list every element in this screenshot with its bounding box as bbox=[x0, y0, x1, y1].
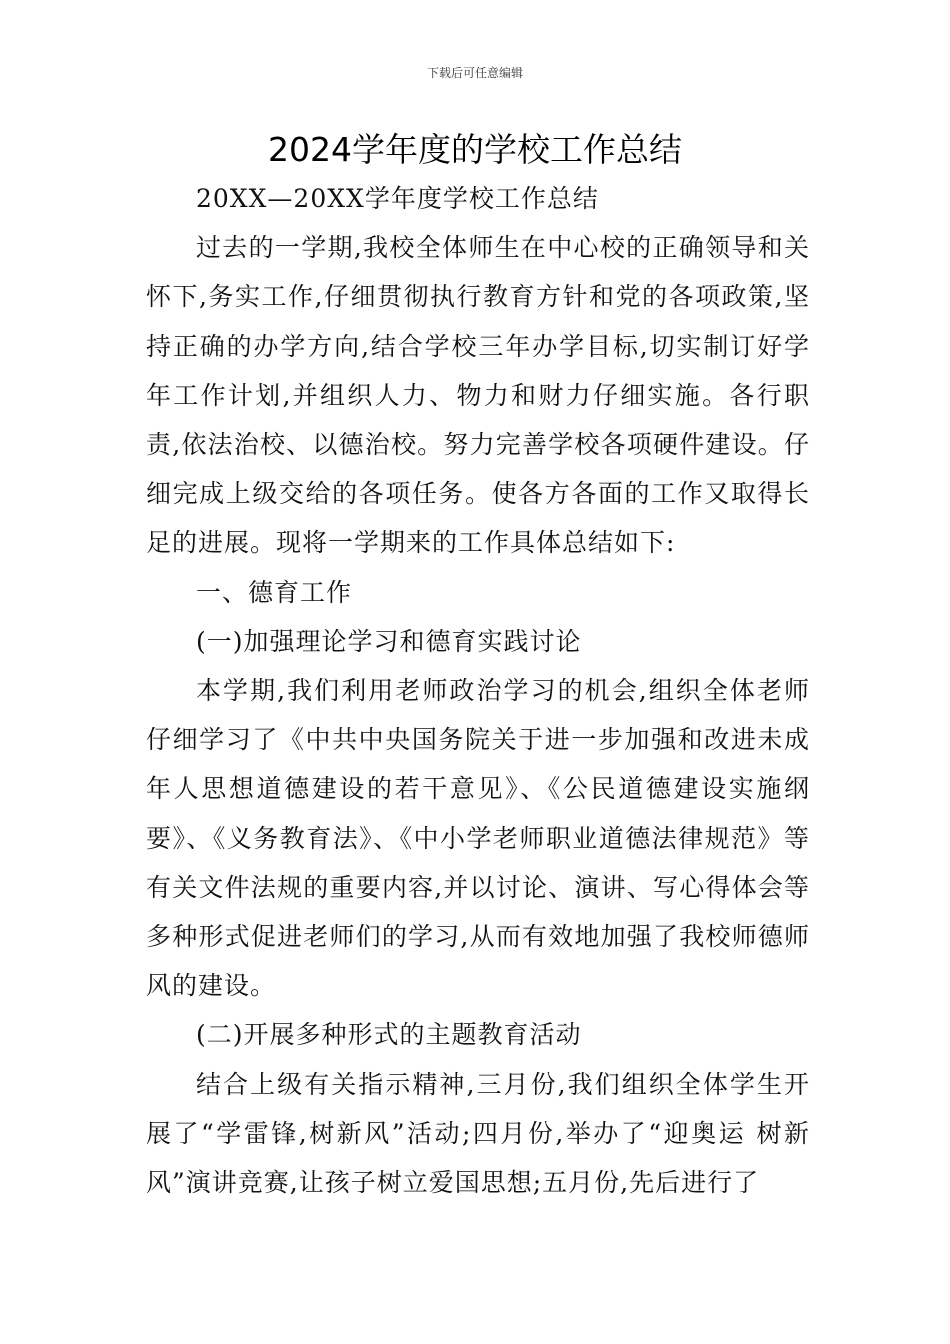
subsection-heading-theory-study: (一)加强理论学习和德育实践讨论 bbox=[196, 626, 582, 656]
paragraph-intro: 过去的一学期,我校全体师生在中心校的正确领导和关怀下,务实工作,仔细贯彻执行教育方针和党的各项政策,坚持正确的办学方向,结合学校三年办学目标,切实制订好学年工作计划,并组织人力、物力和财力仔细实施。各行职责,依法治校、以德治校。努力完善学校各项硬件建设。仔细完成上级交给的各项任务。使各方各面的工作又取得长足的进展。现将一学期来的工作具体总结如下: bbox=[146, 233, 810, 558]
document-body bbox=[146, 174, 810, 1207]
paragraph-theory-study: 本学期,我们利用老师政治学习的机会,组织全体老师仔细学习了《中共中央国务院关于进一步加强和改进未成年人思想道德建设的若干意见》、《公民道德建设实施纲要》、《义务教育法》、《中小学老师职业道德法律规范》等有关文件法规的重要内容,并以讨论、演讲、写心得体会等多种形式促进老师们的学习,从而有效地加强了我校师德师风的建设。 bbox=[146, 676, 810, 1001]
subsection-heading-theme-activities: (二)开展多种形式的主题教育活动 bbox=[196, 1020, 582, 1050]
section-heading-moral-education: 一、德育工作 bbox=[196, 577, 353, 607]
document-title: 2024学年度的学校工作总结 bbox=[268, 130, 682, 169]
document-subtitle: 20XX—20XX学年度学校工作总结 bbox=[196, 184, 599, 213]
header-note: 下载后可任意编辑 bbox=[426, 66, 523, 80]
paragraph-theme-activities: 结合上级有关指示精神,三月份,我们组织全体学生开展了“学雷锋,树新风”活动;四月份,举办了“迎奥运 树新风”演讲竞赛,让孩子树立爱国思想;五月份,先后进行了 bbox=[146, 1069, 810, 1198]
